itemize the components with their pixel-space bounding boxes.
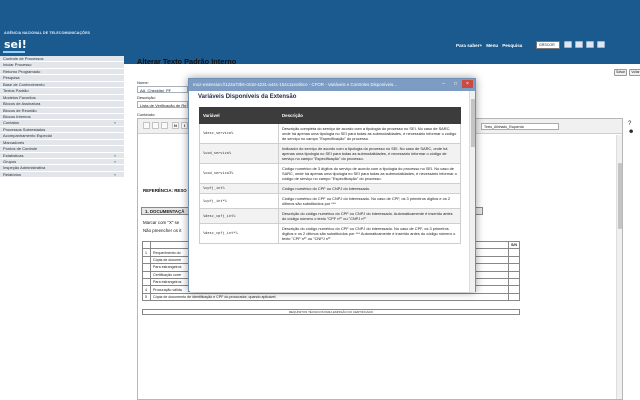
sidebar-menu (0, 56, 124, 178)
variable-description: Descrição do código numérico do CPF ou CNPJ do interessado. Automaticamente é inserido antes do código número o texto "CPF nº" ou "CNPJ nº" (279, 209, 461, 224)
sidebar-item-relatorios[interactable] (0, 172, 124, 178)
table-row (200, 184, 461, 194)
scrollbar-thumb[interactable] (471, 99, 475, 147)
sei-logo[interactable]: sei! (4, 38, 27, 51)
row-number (143, 256, 151, 263)
paragraph-style-select[interactable]: Texto_Alinhado_Esquerda (481, 123, 559, 130)
table-row (200, 209, 461, 224)
name-label: Nome: (137, 80, 149, 85)
variable-name: %desc_servico% (200, 124, 279, 144)
document-instruction-2: Não preencher os it (143, 228, 182, 233)
table-header-row (200, 108, 461, 124)
variable-name: %cod_servico% (200, 144, 279, 164)
table-row (200, 224, 461, 244)
sidebar-item-label: Inspeção Administrativa (3, 165, 46, 171)
maximize-icon[interactable]: □ (453, 81, 458, 87)
chevron-right-icon: » (113, 159, 116, 164)
bold-button[interactable]: N (172, 122, 179, 129)
variables-table (199, 107, 461, 244)
table-cell (509, 286, 520, 293)
settings-icon[interactable] (575, 41, 583, 48)
variable-name: %cod_servico3% (200, 164, 279, 184)
paste-icon[interactable] (161, 122, 168, 129)
sidebar-item-label: Contatos (3, 120, 20, 126)
sidebar-item-label: Processos Sobrestados (3, 126, 46, 132)
sidebar-item-label: Marcadores (3, 139, 25, 145)
table-row (143, 293, 520, 300)
row-number: 5 (143, 293, 151, 300)
action-buttons (614, 69, 640, 76)
document-section-heading: 1. DOCUMENTAÇÃ (141, 207, 483, 215)
variable-name: %desc_cpfj_int*% (200, 224, 279, 244)
exit-icon[interactable] (597, 41, 605, 48)
description-label: Descrição: (137, 95, 156, 100)
table-row (200, 164, 461, 184)
sidebar-item-label: Relatórios (3, 171, 22, 177)
help-icon[interactable]: ? (628, 121, 632, 127)
variable-name: %cpfj_int% (200, 184, 279, 194)
column-header-variable: Variável (200, 108, 279, 124)
chevron-right-icon: » (113, 152, 116, 158)
row-text: Procuração válida (151, 286, 509, 293)
sidebar-item-label: Pesquisa (3, 75, 20, 81)
content-label: Conteúdo: (137, 112, 156, 117)
variable-description: Código numérico do CPF ou CNPJ do interessado. (279, 184, 461, 194)
variables-modal (188, 78, 476, 292)
modal-heading: Variáveis Disponíveis da Extensão (198, 94, 297, 100)
top-icons (564, 41, 605, 48)
document-reference: REFERÊNCIA: RESO (143, 188, 187, 193)
chevron-right-icon: » (113, 171, 116, 177)
copy-icon[interactable] (152, 122, 159, 129)
name-field[interactable]: AA_Checklist_PF (137, 86, 188, 93)
modal-title: moz-extension://122a73b6-c618-4231-a44c-154c11ec6bce - CFOR - Variáveis e Controles Disponíveis... (193, 82, 397, 87)
column-header-description: Descrição (279, 108, 461, 124)
menu-link[interactable]: Menu (486, 43, 499, 48)
agency-name: AGÊNCIA NACIONAL DE TELECOMUNICAÇÕES (4, 31, 91, 35)
row-text: Para estrangeiros (151, 264, 509, 271)
table-cell (509, 278, 520, 285)
description-field[interactable]: Lista de Verificação de Re (137, 101, 188, 108)
sidebar-item-label: Grupos (3, 159, 17, 164)
search-link[interactable]: Pesquisa (502, 43, 523, 48)
close-icon[interactable]: × (462, 80, 473, 88)
variable-description: Código numérico de 3 dígitos do serviço de acordo com a tipologia do processo no SEI. No caso de SARC, onde há apenas uma tipologia no SEI para todas as submodalidades, é necessário informar o código de serviço no campo "Especificação" do processo. (279, 164, 461, 184)
sidebar-item-label: Blocos Internos (3, 113, 31, 119)
save-button[interactable]: Salvar (615, 70, 626, 74)
table-cell (509, 249, 520, 256)
table-row (200, 194, 461, 209)
row-number (143, 271, 151, 278)
chevron-right-icon: » (113, 120, 116, 126)
modal-scrollbar[interactable] (469, 91, 475, 292)
sidebar-item-label: Retorno Programado (3, 68, 41, 74)
document-instruction-1: Marcar com "X" se (143, 220, 180, 225)
row-text: Certificação corre (151, 271, 509, 278)
table-cell (143, 242, 151, 249)
sidebar-item-label: Estatísticas (3, 152, 24, 158)
unit-select[interactable]: GRSCOR (536, 41, 560, 49)
minimize-icon[interactable]: – (442, 81, 445, 87)
sidebar-item-label: Pontos de Controle (3, 146, 38, 152)
table-cell (509, 264, 520, 271)
sidebar-item-label: Blocos de Assinatura (3, 101, 41, 107)
contact-icon[interactable] (586, 41, 594, 48)
smiley-icon[interactable]: ☻ (628, 129, 635, 135)
row-text: Para estrangeiros (151, 278, 509, 285)
sidebar-item-label: Iniciar Processo (3, 62, 32, 68)
window-controls (438, 80, 473, 88)
logo-underline (3, 51, 25, 53)
top-bar (0, 0, 640, 64)
variable-name: %desc_cpfj_int% (200, 209, 279, 224)
table-cell (509, 256, 520, 263)
sidebar-item-label: Blocos de Reunião (3, 107, 37, 113)
row-number (143, 278, 151, 285)
page-title: Alterar Texto Padrão Interno (137, 57, 237, 66)
editor-scrollbar[interactable] (616, 135, 622, 399)
variable-name: %cpfj_int*% (200, 194, 279, 209)
modal-body (190, 91, 475, 292)
editor-side-icons (628, 120, 634, 136)
row-text: Cópia de docume (151, 256, 509, 263)
italic-button[interactable]: I (181, 122, 188, 129)
row-number: 1 (143, 249, 151, 256)
back-button[interactable]: Voltar (629, 69, 640, 76)
user-icon[interactable] (564, 41, 572, 48)
top-links (456, 43, 522, 48)
row-number (143, 264, 151, 271)
sidebar-item-label: Acompanhamento Especial (3, 133, 52, 139)
sidebar-item-label: Controle de Processos (3, 56, 44, 61)
row-number: 4 (143, 286, 151, 293)
sn-column-header: S/N (509, 242, 520, 249)
scrollbar-thumb[interactable] (618, 163, 622, 229)
variable-description: Descrição do código numérico do CPF ou CNPJ do interessado. No caso de CPF, os 3 primeiros dígitos e os 2 últimos são substituídos por *** Automaticamente é inserido antes do código número o texto "CPF nº" ou "CNPJ nº" (279, 224, 461, 244)
help-link[interactable]: Para saber+ (456, 43, 483, 48)
sidebar-item-label: Base de Conhecimento (3, 81, 45, 87)
variable-description: Código numérico do CPF ou CNPJ do interessado. No caso de CPF, os 3 primeiros dígitos e os 2 últimos são substituídos por *** (279, 194, 461, 209)
table-cell (509, 271, 520, 278)
cut-icon[interactable] (143, 122, 150, 129)
table-row (200, 144, 461, 164)
variable-description: Indicador do serviço de acordo com a tipologia do processo no SEI. No caso de SARC, onde há apenas uma tipologia no SEI para todas as submodalidades, é necessário informar o código de serviço no campo "Especificação" do processo. (279, 144, 461, 164)
variable-description: Descrição completa do serviço de acordo com a tipologia do processo no SEI. No caso de SARC, onde há apenas uma tipologia no SEI para todas as submodalidades, é necessário informar o código de serviço no campo "Especificação" do processo. (279, 124, 461, 144)
row-text: Requerimento do (151, 249, 509, 256)
row-text: Cópia de documento de identificação e CPF do procurador, quando aplicável. (151, 293, 509, 300)
document-footer-heading: REQUISITOS TÉCNICOS PARA EMISSÃO DO CERTIFICADO (142, 309, 520, 315)
sidebar-item-label: Modelos Favoritos (3, 94, 36, 100)
sidebar-item-label: Textos Padrão (3, 88, 29, 94)
table-row (200, 124, 461, 144)
table-cell (509, 293, 520, 300)
modal-titlebar[interactable] (189, 79, 475, 91)
